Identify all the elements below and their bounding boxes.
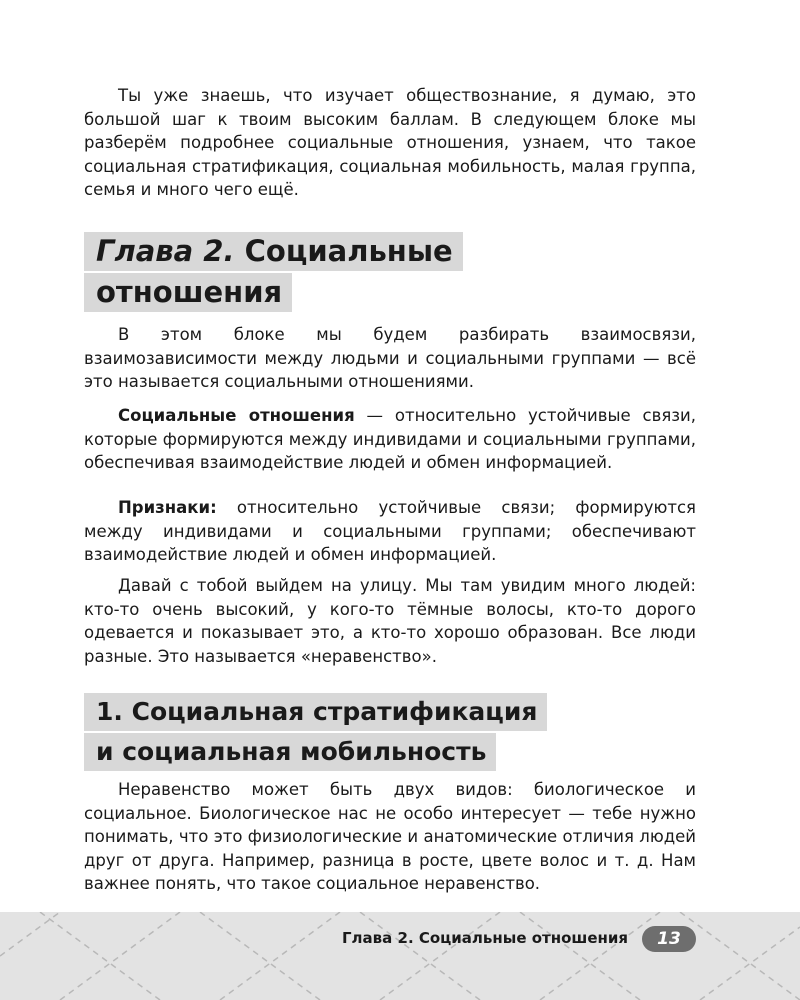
signs-term: Признаки: xyxy=(118,498,217,517)
page-number: 13 xyxy=(642,926,696,952)
signs-text: относительно устойчивые связи; формируются между индивидами и социальными группами; обеспечивают взаимодействие людей и обмен информацией. xyxy=(84,498,696,564)
chapter-title-word-1: Социальные xyxy=(244,234,453,268)
chapter-label: Глава 2. xyxy=(96,234,235,268)
running-head: Глава 2. Социальные отношения xyxy=(342,929,628,947)
definition-paragraph xyxy=(84,404,696,475)
chapter-intro-paragraph: В этом блоке мы будем разбирать взаимосвязи, взаимозависимости между людьми и социальными группами — всё это называется социальными отношениями. xyxy=(84,325,696,391)
section-title xyxy=(84,693,547,773)
intro-paragraph: Ты уже знаешь, что изучает обществознание, я думаю, это большой шаг к твоим высоким баллам. В следующем блоке мы разберём подробнее социальные отношения, узнаем, что такое социальная стратификация, социальная мобильность, малая группа, семья и много чего ещё. xyxy=(84,86,696,199)
chapter-title-line-2: отношения xyxy=(84,273,292,312)
definition-term: Социальные отношения xyxy=(118,406,355,425)
chapter-title-line-1 xyxy=(84,232,463,271)
section-title-line-2: и социальная мобильность xyxy=(84,733,496,771)
signs-paragraph xyxy=(84,496,696,567)
chapter-title xyxy=(84,232,463,314)
section-paragraph: Неравенство может быть двух видов: биологическое и социальное. Биологическое нас не особо интересует — тебе нужно понимать, что это физиологические и анатомические отличия людей друг от друга. Например, разница в росте, цвете волос и т. д. Нам важнее понять, что такое социальное неравенство. xyxy=(84,780,696,893)
section-title-line-1: 1. Социальная стратификация xyxy=(84,693,547,731)
definition-text: — относительно устойчивые связи, которые формируются между индивидами и социальными группами, обеспечивая взаимодействие людей и обмен информацией. xyxy=(84,406,696,472)
inequality-paragraph: Давай с тобой выйдем на улицу. Мы там увидим много людей: кто-то очень высокий, у кого-то тёмные волосы, кто-то дорого одевается и показывает это, а кто-то хорошо образован. Все люди разные. Это называется «неравенство». xyxy=(84,576,696,666)
page-footer xyxy=(0,912,800,1000)
